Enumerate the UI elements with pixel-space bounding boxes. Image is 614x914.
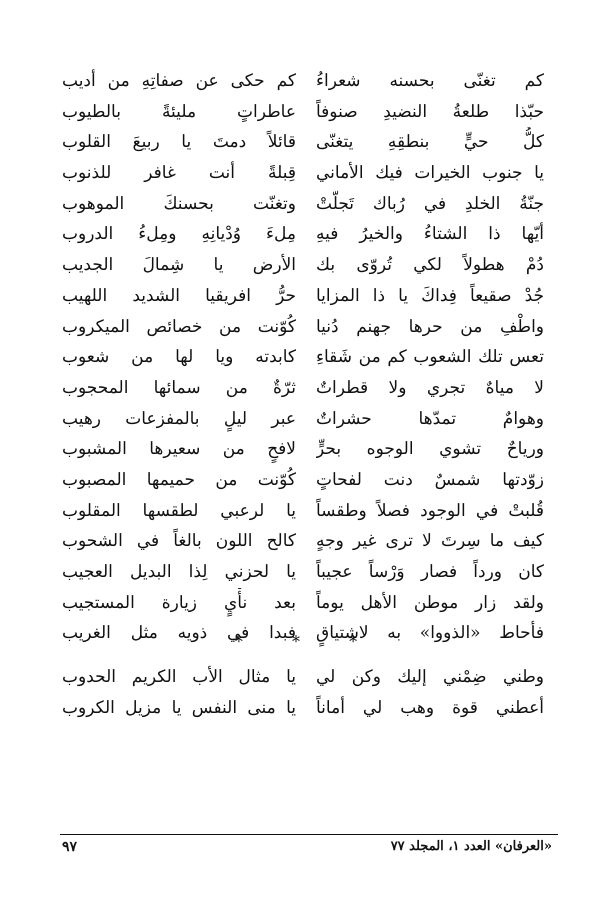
- verse-second-hemistich: يا لحزني لِذا البديل العجيب: [62, 562, 296, 582]
- verse-line: [0, 158, 614, 189]
- verse-first-hemistich: لا مياهٌ تجري ولا قطراتٌ: [316, 377, 544, 398]
- verse-first-hemistich: ورياحٌ تشوي الوجوه بحرٍّ: [316, 439, 544, 460]
- verse-line: [0, 127, 614, 158]
- verse-second-hemistich: يا مثال الأب الكريم الحدوب: [62, 667, 296, 687]
- verse-second-hemistich: كُوّنت من خصائص الميكروب: [62, 316, 296, 337]
- verse-first-hemistich: جُدْ صقيعاً فِداكَ يا ذا المزايا: [316, 285, 544, 306]
- verse-first-hemistich: كلُّ حيٍّ بنطقِهِ يتغنّى: [316, 132, 544, 153]
- verse-second-hemistich: كُوّنت من حميمها المصبوب: [62, 469, 296, 490]
- verse-line: [0, 526, 614, 557]
- verse-line: [0, 281, 614, 312]
- verse-first-hemistich: وطني ضِمْني إليك وكن لي: [316, 667, 544, 687]
- verse-line: [0, 219, 614, 250]
- verse-second-hemistich: قائلاً دمتَ يا ربيعَ القلوب: [62, 132, 296, 153]
- verse-line: [0, 693, 614, 724]
- verse-first-hemistich: كيف ما سِرتَ لا ترى غير وجهٍ: [316, 531, 544, 552]
- verse-second-hemistich: مِلءَ وُدْيانِهِ ومِلءُ الدروب: [62, 224, 296, 245]
- verse-line: [0, 66, 614, 97]
- verse-first-hemistich: واطْفِ من حرها جهنم دُنيا: [316, 316, 544, 337]
- verse-line: [0, 434, 614, 465]
- verse-second-hemistich: عبر ليلٍ بالمفزعات رهيب: [62, 408, 296, 429]
- verse-line: [0, 496, 614, 527]
- verse-first-hemistich: قُلبتْ في الوجود فصلاً وطقساً: [316, 500, 544, 521]
- footer-divider: [60, 834, 558, 835]
- verse-first-hemistich: دُمْ هطولاً لكي تُروّى بك: [316, 255, 544, 276]
- verse-first-hemistich: وهوامٌ تمدّها حشراتٌ: [316, 408, 544, 429]
- poem-stanza-2: [0, 662, 614, 723]
- journal-issue-label: «العرفان» العدد ١، المجلد ٧٧: [390, 839, 552, 854]
- page-number: ٩٧: [62, 839, 78, 855]
- verse-second-hemistich: كابدته ويا لها من شعوب: [62, 347, 296, 368]
- verse-second-hemistich: فبدا في ذويه مثل الغريب: [62, 623, 296, 644]
- verse-first-hemistich: يا جنوب الخيرات فيك الأماني: [316, 163, 544, 184]
- verse-line: [0, 373, 614, 404]
- verse-second-hemistich: قِبلةً أنت غافر للذنوب: [62, 163, 296, 184]
- verse-second-hemistich: الأرض يا شِمالَ الجديب: [62, 255, 296, 276]
- verse-first-hemistich: جنّةُ الخلدِ في رُباك تَجلّتْ: [316, 193, 544, 214]
- verse-first-hemistich: تعس تلك الشعوب كم من شَقاءِ: [316, 347, 544, 368]
- verse-line: [0, 342, 614, 373]
- verse-first-hemistich: زوّدتها شمسٌ دنت لفحاتٍ: [316, 469, 544, 490]
- verse-first-hemistich: فأحاط «الذووا» به لاشتياقٍ: [316, 623, 544, 644]
- verse-line: [0, 97, 614, 128]
- verse-second-hemistich: بعد نأْيٍ زيارة المستجيب: [62, 592, 296, 613]
- verse-first-hemistich: كم تغنّى بحسنه شعراءُ: [316, 71, 544, 91]
- verse-second-hemistich: ثرّةٌ من سمائها المحجوب: [62, 377, 296, 398]
- verse-second-hemistich: كم حكى عن صفاتِهِ من أديب: [62, 71, 296, 91]
- verse-first-hemistich: حبّذا طلعةُ النضيدِ صنوفاً: [316, 101, 544, 122]
- verse-second-hemistich: حرُّ افريقيا الشديد اللهيب: [62, 285, 296, 306]
- verse-second-hemistich: كالح اللون بالغاً في الشحوب: [62, 531, 296, 552]
- verse-line: [0, 312, 614, 343]
- verse-line: [0, 404, 614, 435]
- verse-first-hemistich: كان ورداً فصار وَرْساً عجيباً: [316, 562, 544, 582]
- verse-second-hemistich: لافحٍ من سعيرها المشبوب: [62, 439, 296, 460]
- verse-line: [0, 588, 614, 619]
- verse-first-hemistich: أعطني قوة وهب لي أماناً: [316, 697, 544, 718]
- verse-first-hemistich: أيّها ذا الشتاءُ والخيرُ فيهِ: [316, 224, 544, 245]
- verse-second-hemistich: عاطراتٍ مليئةً بالطيوب: [62, 101, 296, 122]
- verse-line: [0, 189, 614, 220]
- verse-line: [0, 557, 614, 588]
- verse-second-hemistich: يا منى النفس يا مزيل الكروب: [62, 697, 296, 718]
- poem-stanza-1: [0, 66, 614, 649]
- verse-line: [0, 250, 614, 281]
- stanza-separator: * * *: [234, 632, 380, 651]
- verse-line: [0, 465, 614, 496]
- verse-line: [0, 662, 614, 693]
- verse-second-hemistich: وتغنّت بحسنكَ الموهوب: [62, 193, 296, 214]
- verse-first-hemistich: ولقد زار موطن الأهل يوماً: [316, 592, 544, 613]
- verse-second-hemistich: يا لرعبي لطقسها المقلوب: [62, 500, 296, 521]
